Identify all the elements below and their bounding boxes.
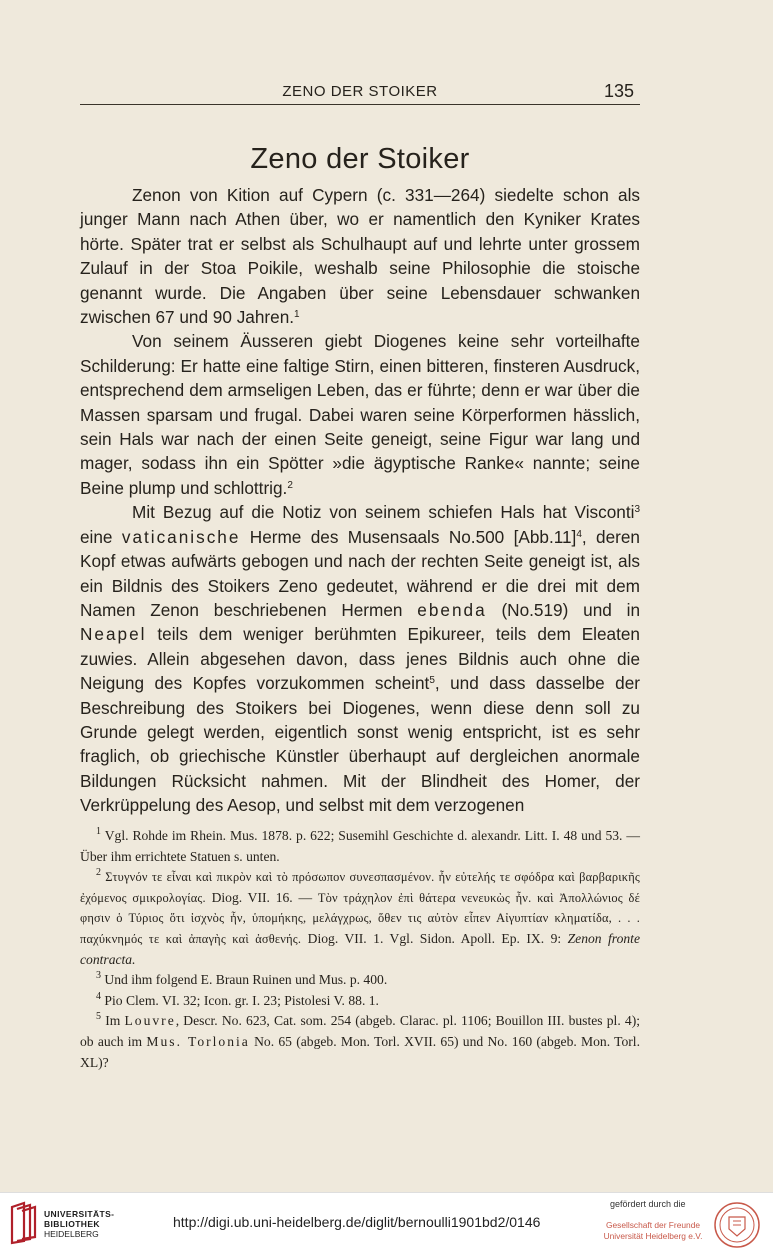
footnote-3-mark: 3 [96,970,101,982]
spaced-neapel: Neapel [80,624,147,645]
library-name-line-2: BIBLIOTHEK [44,1219,100,1229]
paragraph-2-text: Von seinem Äusseren giebt Diogenes keine sehr vorteilhafte Schilderung: Er hatte eine faltige Stirn, einen bitteren, finsteren Ausdruck, entsprechend dem armseligen Leben, das er führte; denn er war über die Massen sparsam und frugal. Dabei waren seine Körperformen hässlich, sein Hals war nach der einen Seite geneigt, seine Figur war lang und mager, sodass ihn ein Spötter »die ägyptische Ranke« nannte; seine Beine plump und schlottrig. [80,331,640,498]
footnote-2-greek-2: Τὸν τράχηλον ἐπὶ θάτερα νενευκὼς ἦν. καὶ Ἀπολλώνιος δέ φησιν ὁ Τύριος ὅτι ἰσχνὸς ἦν, ὑπομήκης, μελάγχρως, ὅθεν τις αὐτὸν εἶπεν Αἰγυπτίαν κληματίδα, . . . παχύκνημός τε καὶ ἀπαγὴς καὶ ἀσθενής. [80,890,640,946]
paragraph-1 [80,183,640,329]
library-name-line-1: UNIVERSITÄTS- [44,1209,115,1219]
footnote-ref-2: 2 [287,479,293,491]
spaced-mus-torlonia: Mus. Torlonia [146,1033,250,1049]
footnote-5-text-b: , Descr. No. 623, Cat. som. 254 (abgeb. Clarac. pl. 1106; Bouillon III. bustes pl. 4); ob auch im [80,1013,640,1049]
paragraph-3-text-a: Mit Bezug auf die Notiz von seinem schiefen Hals hat Visconti [132,502,635,523]
paragraph-3-text-b: eine [80,526,122,547]
viewer-footer [0,1192,773,1254]
footnote-1-mark: 1 [96,826,101,837]
footnote-5-text-c: No. 65 (abgeb. Mon. Torl. XVII. 65) und No. 160 (abgeb. Mon. Torl. XL)? [80,1033,640,1070]
main-text [80,183,640,818]
library-name-line-3: HEIDELBERG [44,1229,99,1239]
footnote-3 [80,970,640,991]
paragraph-3-text-g: , und dass dasselbe der Beschreibung des Stoikers bei Diogenes, wenn diese denn soll zu Grunde gelegt werden, eigentlich sonst wenig entspricht, ist es sehr fraglich, ob griechische Künstler überhaupt auf dergleichen anormale Bildungen Rücksicht nahmen. Mit der Blindheit des Homer, der Verkrüppelung des Aesop, und selbst mit dem verzogenen [80,673,640,816]
spaced-louvre: Louvre [124,1013,176,1029]
footnote-2-italic: Zenon fronte contracta. [80,930,640,967]
running-title: ZENO DER STOIKER [282,83,438,100]
paragraph-3 [80,500,640,817]
footnote-ref-3: 3 [634,504,640,516]
paragraph-2 [80,329,640,500]
paragraph-3-text-c: Herme des Musensaals No.500 [Abb.11] [240,526,577,547]
footnote-1 [80,826,640,867]
library-logo-icon [8,1201,38,1245]
footnote-2 [80,867,640,970]
running-head [80,82,640,105]
footnote-5-text-a: Im [105,1013,125,1029]
paragraph-1-text: Zenon von Kition auf Cypern (c. 331—264) siedelte schon als junger Mann nach Athen über, wo er namentlich den Kyniker Krates hörte. Später trat er selbst als Schulhaupt auf und lehrte unter grossem Zulauf in der Stoa Poikile, weshalb seine Philosophie die stoische genannt wurde. Die Angaben über seine Lebensdauer schwanken zwischen 67 und 90 Jahren. [80,185,640,328]
sponsor-name-line-1: Gesellschaft der Freunde [605,1220,701,1230]
footnote-ref-5: 5 [429,675,435,687]
footnote-4 [80,991,640,1012]
spaced-vaticanische: vaticanische [121,526,241,547]
page-number: 135 [603,81,634,101]
footnote-4-text: Pio Clem. VI. 32; Icon. gr. I. 23; Pistolesi V. 88. 1. [104,992,379,1008]
sponsor-caption: gefördert durch die [610,1199,686,1209]
sponsor-name-line-2: Universität Heidelberg e.V. [603,1230,703,1241]
footnote-ref-4: 4 [576,528,582,540]
spaced-ebenda: ebenda [417,599,487,620]
footnote-5-mark: 5 [96,1011,101,1023]
paragraph-3-text-f: teils dem weniger berühmten Epikureer, teils dem Eleaten zuwies. Allein abgesehen davon, dass jenes Bildnis auch ohne die Neigung des Kopfes vorzukommen scheint [80,624,640,694]
permalink-url[interactable]: http://digi.ub.uni-heidelberg.de/diglit/bernoulli1901bd2/0146 [173,1214,541,1230]
university-seal-icon [713,1201,761,1249]
footnotes [80,826,640,1073]
sponsor-name [598,1220,708,1241]
footnote-1-text: Vgl. Rohde im Rhein. Mus. 1878. p. 622; Susemihl Geschichte d. alexandr. Litt. I. 48 und 53. — Über ihm errichtete Statuen s. unten. [80,828,640,864]
footnote-ref-1: 1 [294,309,300,321]
paragraph-3-text-e: (No.519) und in [486,599,640,620]
footnote-4-mark: 4 [96,990,101,1002]
chapter-heading: Zeno der Stoiker [250,143,470,175]
footnote-2-mark: 2 [96,867,101,879]
footnote-2-greek-1: Στυγνόν τε εἶναι καὶ πικρὸν καὶ τὸ πρόσωπον συνεσπασμένον. ἦν εὐτελής τε σφόδρα καὶ βαρβαρικῆς ἐχόμενος σμικρολογίας. [80,870,640,905]
footnote-5 [80,1011,640,1073]
paragraph-3-text-d: , deren Kopf etwas aufwärts gebogen und nach der rechten Seite geneigt ist, als ein Bildnis des Stoikers Zeno gedeutet, während er die drei mit dem Namen Zenon beschriebenen Hermen [80,526,640,620]
footnote-2-ref-2: Diog. VII. 1. Vgl. Sidon. Apoll. Ep. IX. 9: [301,930,568,946]
footnote-3-text: Und ihm folgend E. Braun Ruinen und Mus. p. 400. [104,972,388,988]
library-name [44,1209,114,1239]
footnote-2-ref-1: Diog. VII. 16. — [205,889,318,905]
